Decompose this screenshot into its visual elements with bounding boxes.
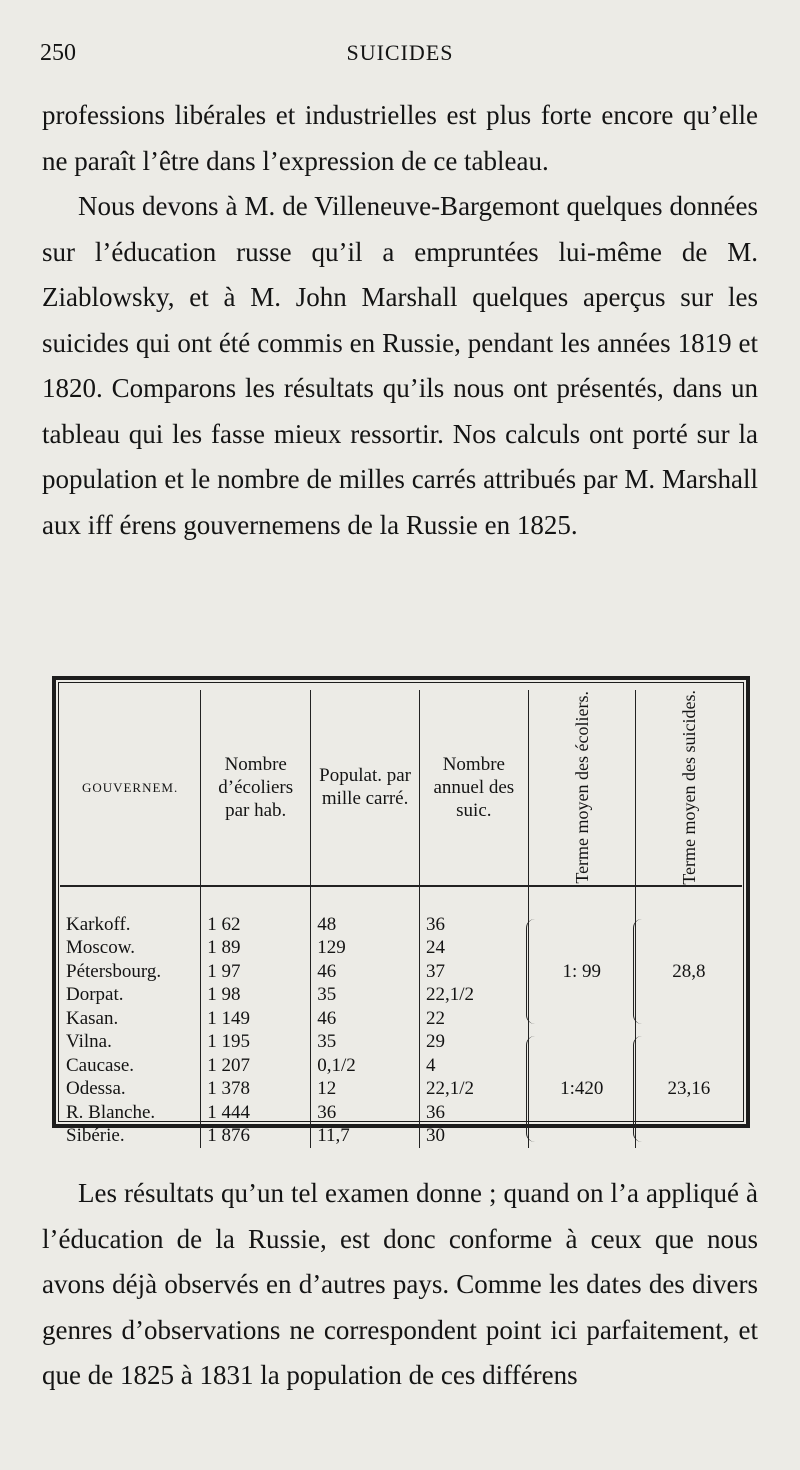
page-number: 250 [40,40,76,66]
cell-population: 48 [311,913,420,937]
cell-scholars: 1 195 [201,1030,311,1054]
average-scholars-value: 1:420 [560,1078,604,1100]
cell-average-scholars [528,913,635,1031]
cell-gov: Pétersbourg. [66,960,162,982]
cell-suicides: 4 [419,1054,528,1078]
header-scholars: Nombre d’écoliers par hab. [201,690,311,886]
body-text-top [42,93,758,548]
cell-scholars: 1 62 [201,913,311,937]
cell-gov: Dorpat. [66,984,124,1006]
cell-suicides: 22,1/2 [419,983,528,1007]
cell-gov: R. Blanche. [66,1101,156,1123]
table-header-row [60,690,742,886]
brace [526,919,535,1025]
cell-population: 0,1/2 [311,1054,420,1078]
paragraph: Les résultats qu’un tel examen donne ; quand on l’a appliqué à l’éducation de la Russie, est donc conforme à ceux que nous avons déjà observés en d’autres pays. Comme les dates des divers genres d’observations ne correspondent point ici parfaitement, et que de 1825 à 1831 la population de ces différens [42,1178,758,1390]
header-average-scholars [528,690,635,886]
cell-scholars: 1 149 [201,1007,311,1031]
average-suicides-value: 23,16 [667,1078,711,1100]
cell-scholars: 1 444 [201,1101,311,1125]
brace [633,1036,642,1142]
cell-suicides: 24 [419,936,528,960]
header-suicides: Nombre annuel des suic. [419,690,528,886]
table-row [60,1030,742,1054]
header-average-suicides-text: Terme moyen des suicides. [678,690,699,885]
cell-suicides: 36 [419,1101,528,1125]
cell-suicides: 22 [419,1007,528,1031]
cell-scholars: 1 207 [201,1054,311,1078]
cell-population: 35 [311,983,420,1007]
brace [526,1036,535,1142]
table-spacer-row [60,886,742,913]
header-average-scholars-text: Terme moyen des écoliers. [571,691,592,884]
cell-suicides: 29 [419,1030,528,1054]
cell-population: 12 [311,1077,420,1101]
statistics-table [60,690,742,1148]
running-head [40,40,760,80]
running-title: SUICIDES [346,40,454,65]
header-average-suicides [635,690,742,886]
cell-population: 46 [311,960,420,984]
cell-gov: Moscow. [66,937,135,959]
cell-population: 11,7 [311,1124,420,1148]
cell-suicides: 36 [419,913,528,937]
cell-gov: Karkoff. [66,913,131,935]
cell-average-suicides [635,913,742,1031]
cell-scholars: 1 98 [201,983,311,1007]
cell-scholars: 1 97 [201,960,311,984]
cell-gov: Kasan. [66,1007,119,1029]
cell-scholars: 1 876 [201,1124,311,1148]
cell-suicides: 37 [419,960,528,984]
cell-population: 129 [311,936,420,960]
paragraph: professions libérales et industrielles est plus forte encore qu’elle ne paraît l’être dans l’expression de ce tableau. [42,100,758,176]
cell-gov: Caucase. [66,1054,135,1076]
brace [633,919,642,1025]
cell-population: 46 [311,1007,420,1031]
cell-population: 36 [311,1101,420,1125]
cell-suicides: 30 [419,1124,528,1148]
average-suicides-value: 28,8 [672,960,706,982]
average-scholars-value: 1: 99 [562,960,602,982]
cell-scholars: 1 89 [201,936,311,960]
table-row [60,913,742,937]
paragraph: Nous devons à M. de Villeneuve-Bargemont quelques données sur l’éducation russe qu’il a empruntées lui-même de M. Ziablowsky, et à M. John Marshall quelques aperçus sur les suicides qui ont été commis en Russie, pendant les années 1819 et 1820. Comparons les résultats qu’ils nous ont présentés, dans un tableau qui les fasse mieux ressortir. Nos calculs ont porté sur la population et le nombre de milles carrés attribués par M. Marshall aux iff érens gouvernemens de la Russie en 1825. [42,191,758,540]
body-text-bottom [42,1171,758,1399]
cell-average-suicides [635,1030,742,1148]
cell-average-scholars [528,1030,635,1148]
cell-population: 35 [311,1030,420,1054]
cell-gov: Odessa. [66,1078,126,1100]
header-gov: GOUVERNEM. [60,690,201,886]
cell-gov: Vilna. [66,1031,112,1053]
cell-scholars: 1 378 [201,1077,311,1101]
header-population: Populat. par mille carré. [311,690,420,886]
cell-gov: Sibérie. [66,1125,125,1147]
cell-suicides: 22,1/2 [419,1077,528,1101]
